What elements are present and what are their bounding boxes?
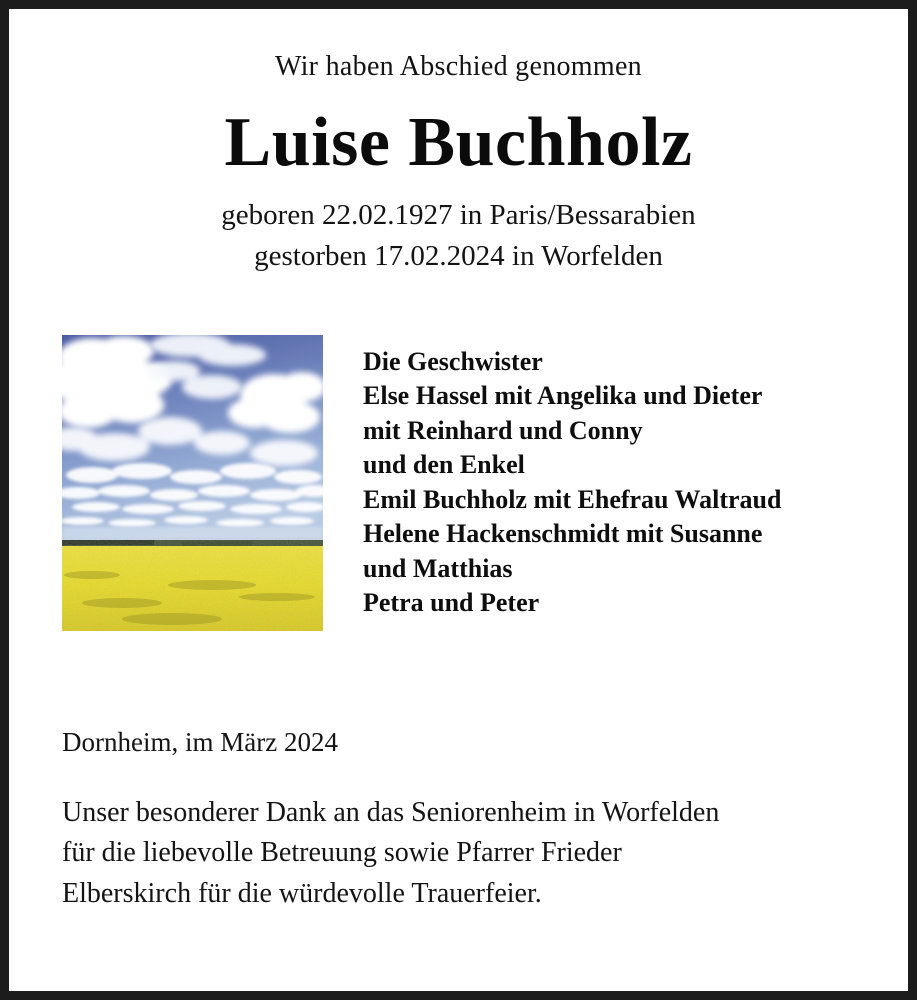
family-line: Petra und Peter — [363, 588, 540, 617]
deceased-name: Luise Buchholz — [224, 104, 693, 181]
family-list — [363, 345, 898, 621]
family-line: Emil Buchholz mit Ehefrau Waltraud — [363, 484, 782, 514]
death-line: gestorben 17.02.2024 in Worfelden — [254, 239, 663, 272]
photo-and-family-block — [9, 335, 908, 635]
life-dates — [9, 195, 908, 277]
notice-inner — [9, 51, 908, 1000]
family-line: mit Reinhard und Conny — [363, 415, 643, 445]
memorial-photo — [62, 335, 323, 631]
thanks-message — [62, 793, 884, 914]
rapeseed-field-photo-illustration — [62, 335, 323, 631]
thanks-line: Elberskirch für die würdevolle Trauerfeier. — [62, 877, 542, 909]
family-line: und Matthias — [363, 553, 513, 583]
family-line: Die Geschwister — [363, 346, 543, 376]
thanks-line: für die liebevolle Betreuung sowie Pfarrer Frieder — [62, 837, 622, 869]
family-line: und den Enkel — [363, 450, 525, 480]
thanks-line: Unser besonderer Dank an das Seniorenheim in Worfelden — [62, 796, 720, 828]
family-line: Else Hassel mit Angelika und Dieter — [363, 381, 763, 411]
family-line: Helene Hackenschmidt mit Susanne — [363, 519, 763, 549]
birth-line: geboren 22.02.1927 in Paris/Bessarabien — [221, 198, 696, 231]
farewell-heading: Wir haben Abschied genommen — [275, 51, 642, 82]
place-and-date: Dornheim, im März 2024 — [62, 726, 338, 757]
